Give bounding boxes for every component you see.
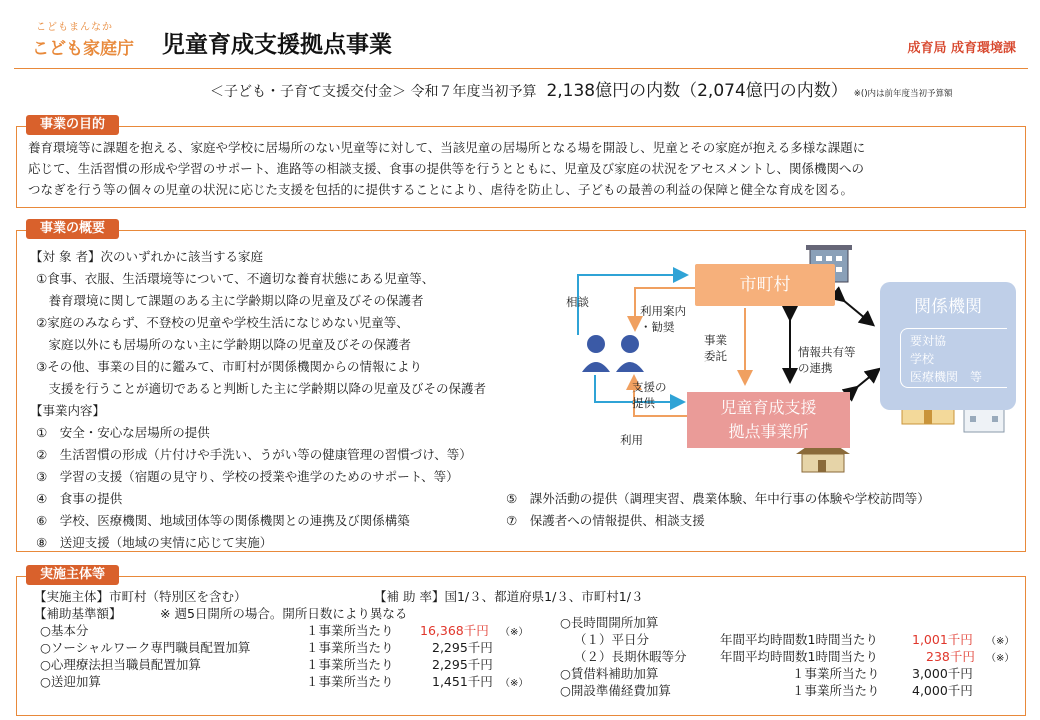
overview-heading: 事業の概要: [26, 219, 119, 239]
subsidy-amount: 16,368千円: [420, 623, 489, 638]
subsidy-mark: （※）: [500, 678, 529, 689]
content-item-right: ⑤ 課外活動の提供（調理実習、農業体験、年中行事の体験や学校訪問等）: [506, 491, 930, 506]
label-commission-2: 委託: [704, 349, 727, 363]
content-item: ④ 食事の提供: [36, 491, 123, 506]
target-block: [30, 246, 486, 400]
subsidy-amount: 1,001千円: [912, 632, 973, 647]
info-arrow-lower: [856, 370, 878, 388]
subsidy-amount: 3,000千円: [912, 666, 973, 681]
target-item: 養育環境に関して課題のある主に学齢期以降の児童及びその保護者: [36, 293, 424, 308]
subsidy-unit: １事業所当たり: [306, 674, 394, 689]
target-item: 支援を行うことが適切であると判断した主に学齢期以降の児童及びその保護者: [36, 381, 487, 396]
content-item-right: ⑦ 保護者への情報提供、相談支援: [506, 513, 705, 528]
subsidy-amount: 2,295千円: [432, 640, 493, 655]
implementing-entity: 【実施主体】市町村（特別区を含む）: [34, 589, 247, 604]
label-commission-1: 事業: [704, 333, 727, 347]
agency-logo: こども家庭庁: [32, 39, 134, 59]
subsidy-unit: 年間平均時間数1時間当たり: [720, 632, 878, 647]
label-info-2: の連携: [798, 361, 833, 375]
content-label: 【事業内容】: [30, 403, 106, 418]
subsidy-unit: 年間平均時間数1時間当たり: [720, 649, 878, 664]
subsidy-amount: 4,000千円: [912, 683, 973, 698]
center-label-2: 拠点事業所: [728, 422, 809, 441]
purpose-line-3: つなぎを行う等の個々の児童の状況に応じた支援を包括的に提供することにより、虐待を防止し、子どもの最善の利益の保障と健全な育成を図る。: [28, 182, 854, 197]
subsidy-row: [560, 630, 1015, 647]
content-item: ② 生活習慣の形成（片付けや手洗い、うがい等の健康管理の習慣づけ、等）: [36, 447, 472, 462]
page-title: 児童育成支援拠点事業: [162, 32, 392, 58]
content-block: [30, 400, 472, 554]
label-support-2: 提供: [632, 396, 655, 410]
purpose-text: [28, 137, 865, 200]
label-info-1: 情報共有等: [798, 345, 856, 359]
target-item: 家庭以外にも居場所のない主に学齢期以降の児童及びその保護者: [36, 337, 412, 352]
purpose-heading: 事業の目的: [26, 115, 119, 135]
target-item: ②家庭のみならず、不登校の児童や学校生活になじめない児童等、: [36, 315, 409, 330]
subsidy-name: ○基本分: [40, 623, 89, 638]
budget-amount: 2,138億円の内数（2,074億円の内数）: [546, 81, 848, 101]
label-use: 利用: [620, 433, 643, 447]
subsidy-amount: 1,451千円: [432, 674, 493, 689]
content-item: ⑧ 送迎支援（地域の実情に応じて実施）: [36, 535, 273, 550]
subsidy-name: ○ソーシャルワーク専門職員配置加算: [40, 640, 251, 655]
subsidy-rate: 【補 助 率】国1/３、都道府県1/３、市町村1/３: [374, 589, 644, 604]
subsidy-unit: １事業所当たり: [792, 683, 880, 698]
target-item: ③その他、事業の目的に鑑みて、市町村が関係機関からの情報により: [36, 359, 422, 374]
budget-line: [210, 76, 953, 101]
relations-item: 要対協: [910, 334, 947, 348]
subsidy-unit: １事業所当たり: [306, 640, 394, 655]
subsidy-name: ○賃借料補助加算: [560, 666, 659, 681]
subsidy-amount: 2,295千円: [432, 657, 493, 672]
info-arrow-upper: [843, 300, 872, 324]
long-hours-heading: ○長時間開所加算: [560, 615, 659, 630]
standard-amount-label: 【補助基準額】: [34, 606, 122, 621]
subsidy-row: [560, 647, 1015, 664]
center-label-1: 児童育成支援: [720, 398, 817, 417]
logo-tagline: こどもまんなか: [36, 22, 113, 33]
budget-label: ＜子ども・子育て支援交付金＞ 令和７年度当初予算: [210, 84, 537, 100]
center-box: [687, 392, 850, 448]
subsidy-amount: 238千円: [926, 649, 975, 664]
person-icon: [582, 335, 610, 372]
person-icon: [616, 335, 644, 372]
subsidy-name: （２）長期休暇等分: [574, 649, 687, 664]
subsidy-name: ○心理療法担当職員配置加算: [40, 657, 201, 672]
right-subsidy-table: [560, 613, 1015, 698]
subsidy-name: （１）平日分: [574, 632, 650, 647]
label-consult: 相談: [566, 295, 589, 309]
target-item: ①食事、衣服、生活環境等について、不適切な養育状態にある児童等、: [36, 271, 435, 286]
budget-note: ※()内は前年度当初予算額: [853, 89, 953, 99]
subsidy-unit: １事業所当たり: [306, 657, 394, 672]
purpose-line-2: 応じて、生活習慣の形成や学習のサポート、進路等の相談支援、食事の提供等を行うとともに、児童及び家庭の状況をアセスメントし、関係機関への: [28, 161, 865, 176]
target-label: 【対 象 者】次のいずれかに該当する家庭: [30, 249, 263, 264]
subsidy-unit: １事業所当たり: [792, 666, 880, 681]
subsidy-mark: （※）: [986, 636, 1015, 647]
subsidy-unit: １事業所当たり: [306, 623, 394, 638]
label-guidance-1: 利用案内: [640, 304, 686, 318]
city-box: 市町村: [695, 264, 835, 306]
header-divider: [14, 68, 1028, 69]
purpose-line-1: 養育環境等に課題を抱える、家庭や学校に居場所のない児童等に対して、当該児童の居場所となる場を開設し、児童とその家庭が抱える多様な課題に: [28, 140, 866, 155]
subsidy-mark: （※）: [986, 653, 1015, 664]
subsidy-name: ○送迎加算: [40, 674, 101, 689]
implementation-heading: 実施主体等: [26, 565, 119, 585]
label-guidance-2: ・勧奨: [640, 320, 675, 334]
relations-box: [880, 282, 1016, 410]
subsidy-row: [560, 664, 973, 681]
content-item: ① 安全・安心な居場所の提供: [36, 425, 210, 440]
relations-item: 学校: [910, 352, 935, 366]
subsidy-name: ○開設準備経費加算: [560, 683, 671, 698]
label-support-1: 支援の: [632, 380, 667, 394]
standard-amount-note: ※ 週5日開所の場合。開所日数により異なる: [160, 606, 408, 621]
relations-item: 医療機関 等: [910, 370, 983, 384]
subsidy-mark: （※）: [500, 627, 529, 638]
department-label: 成育局 成育環境課: [907, 41, 1016, 56]
content-item: ③ 学習の支援（宿題の見守り、学校の授業や進学のためのサポート、等）: [36, 469, 459, 484]
subsidy-row: [560, 681, 973, 698]
content-item: ⑥ 学校、医療機関、地域団体等の関係機関との連携及び関係構築: [36, 513, 410, 528]
relations-title: 関係機関: [914, 297, 982, 317]
